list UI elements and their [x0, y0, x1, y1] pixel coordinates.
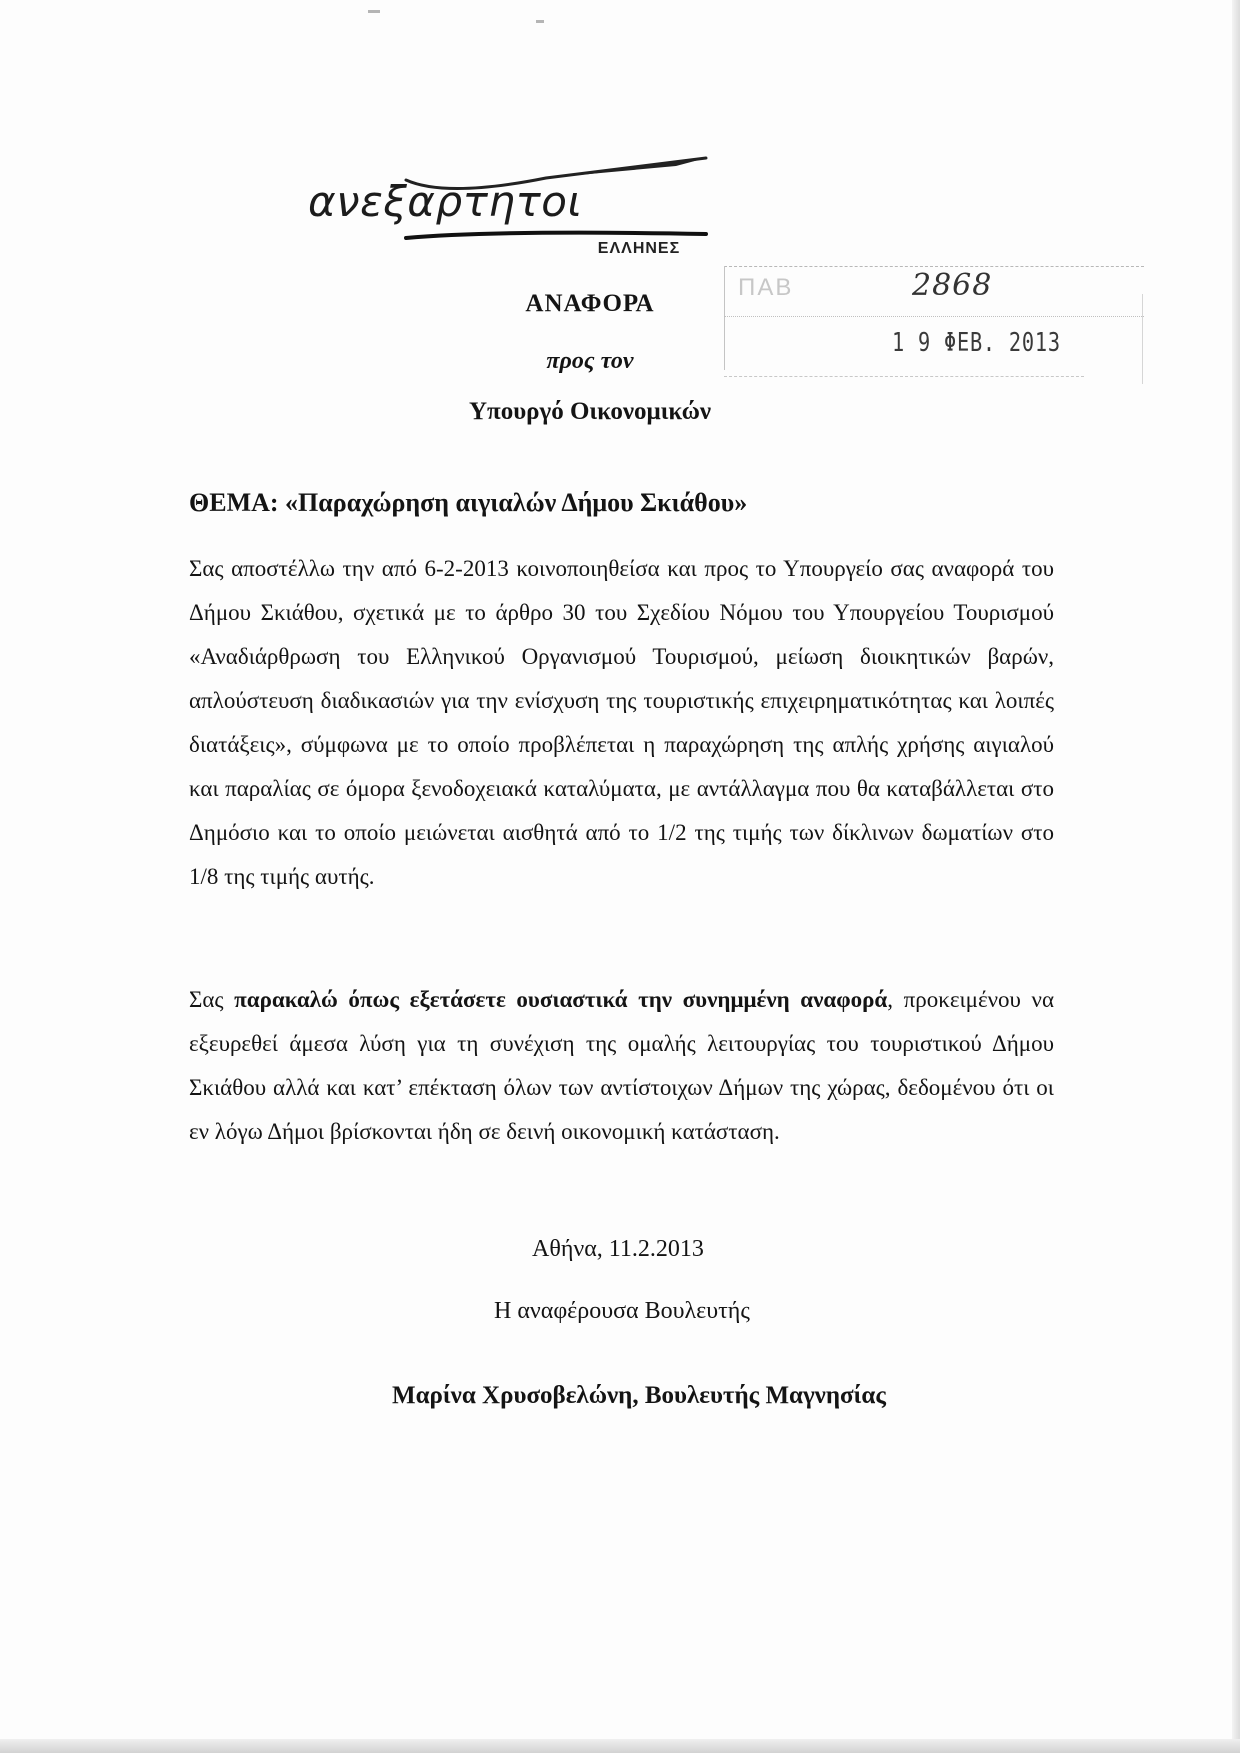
- svg-text:ανεξαρτητοι: ανεξαρτητοι: [308, 177, 583, 226]
- signatory-name: Μαρίνα Χρυσοβελώνη, Βουλευτής Μαγνησίας: [392, 1382, 886, 1409]
- body-paragraph-2-rest: , προκειμένου να εξευρεθεί άμεσα λύση για τη συνέχιση της ομαλής λειτουργίας του τουριστικού Δήμου Σκιάθου αλλά και κατ’ επέκταση όλων των αντίστοιχων Δήμων της χώρας, δεδομένου ότι οι εν λόγω Δήμοι βρίσκονται ήδη σε δεινή οικονομική κατάσταση.: [189, 987, 1055, 1144]
- party-logo-subtitle: ΕΛΛΗΝΕΣ: [597, 240, 681, 257]
- body-paragraph-2-emphasis: παρακαλώ όπως εξετάσετε ουσιαστικά την συνημμένη αναφορά: [234, 987, 888, 1012]
- subject-line: ΘΕΜΑ: «Παραχώρηση αιγιαλών Δήμου Σκιάθου»: [189, 488, 748, 517]
- stamp-border-bottom: [724, 376, 1084, 378]
- signatory-role: Η αναφέρουσα Βουλευτής: [494, 1298, 750, 1324]
- scan-speck: [368, 10, 380, 13]
- body-paragraph-2: [189, 978, 1054, 1154]
- body-paragraph-1: Σας αποστέλλω την από 6-2-2013 κοινοποιηθείσα και προς το Υπουργείο σας αναφορά του Δήμου Σκιάθου, σχετικά με το άρθρο 30 του Σχεδίου Νόμου του Υπουργείου Τουρισμού «Αναδιάρθρωση του Ελληνικού Οργανισμού Τουρισμού, μείωση διοικητικών βαρών, απλούστευση διαδικασιών για την ενίσχυση της τουριστικής επιχειρηματικότητας και λοιπές διατάξεις», σύμφωνα με το οποίο προβλέπεται η παραχώρηση της απλής χρήσης αιγιαλού και παραλίας σε όμορα ξενοδοχειακά καταλύματα, με αντάλλαγμα που θα καταβάλλεται στο Δημόσιο και το οποίο μειώνεται αισθητά από το 1/2 της τιμής των δίκλινων δωματίων στο 1/8 της τιμής αυτής.: [189, 556, 1054, 889]
- body-paragraph-2-start: Σας: [189, 987, 235, 1012]
- party-logo-wordmark-icon: [296, 150, 716, 250]
- addressee: Υπουργό Οικονομικών: [468, 398, 712, 425]
- scan-edge-right: [1232, 0, 1240, 1753]
- document-title: ΑΝΑΦΟΡΑ: [525, 290, 655, 317]
- place-date: Αθήνα, 11.2.2013: [532, 1236, 704, 1262]
- stamp-date: 1 9 ΦΕΒ. 2013: [892, 328, 1061, 358]
- stamp-protocol-number: 2868: [912, 268, 993, 303]
- scan-speck: [536, 20, 544, 23]
- scan-edge-bottom: [0, 1739, 1240, 1753]
- stamp-label: ΠΑΒ: [738, 274, 794, 301]
- addressee-prefix: προς τον: [546, 348, 634, 374]
